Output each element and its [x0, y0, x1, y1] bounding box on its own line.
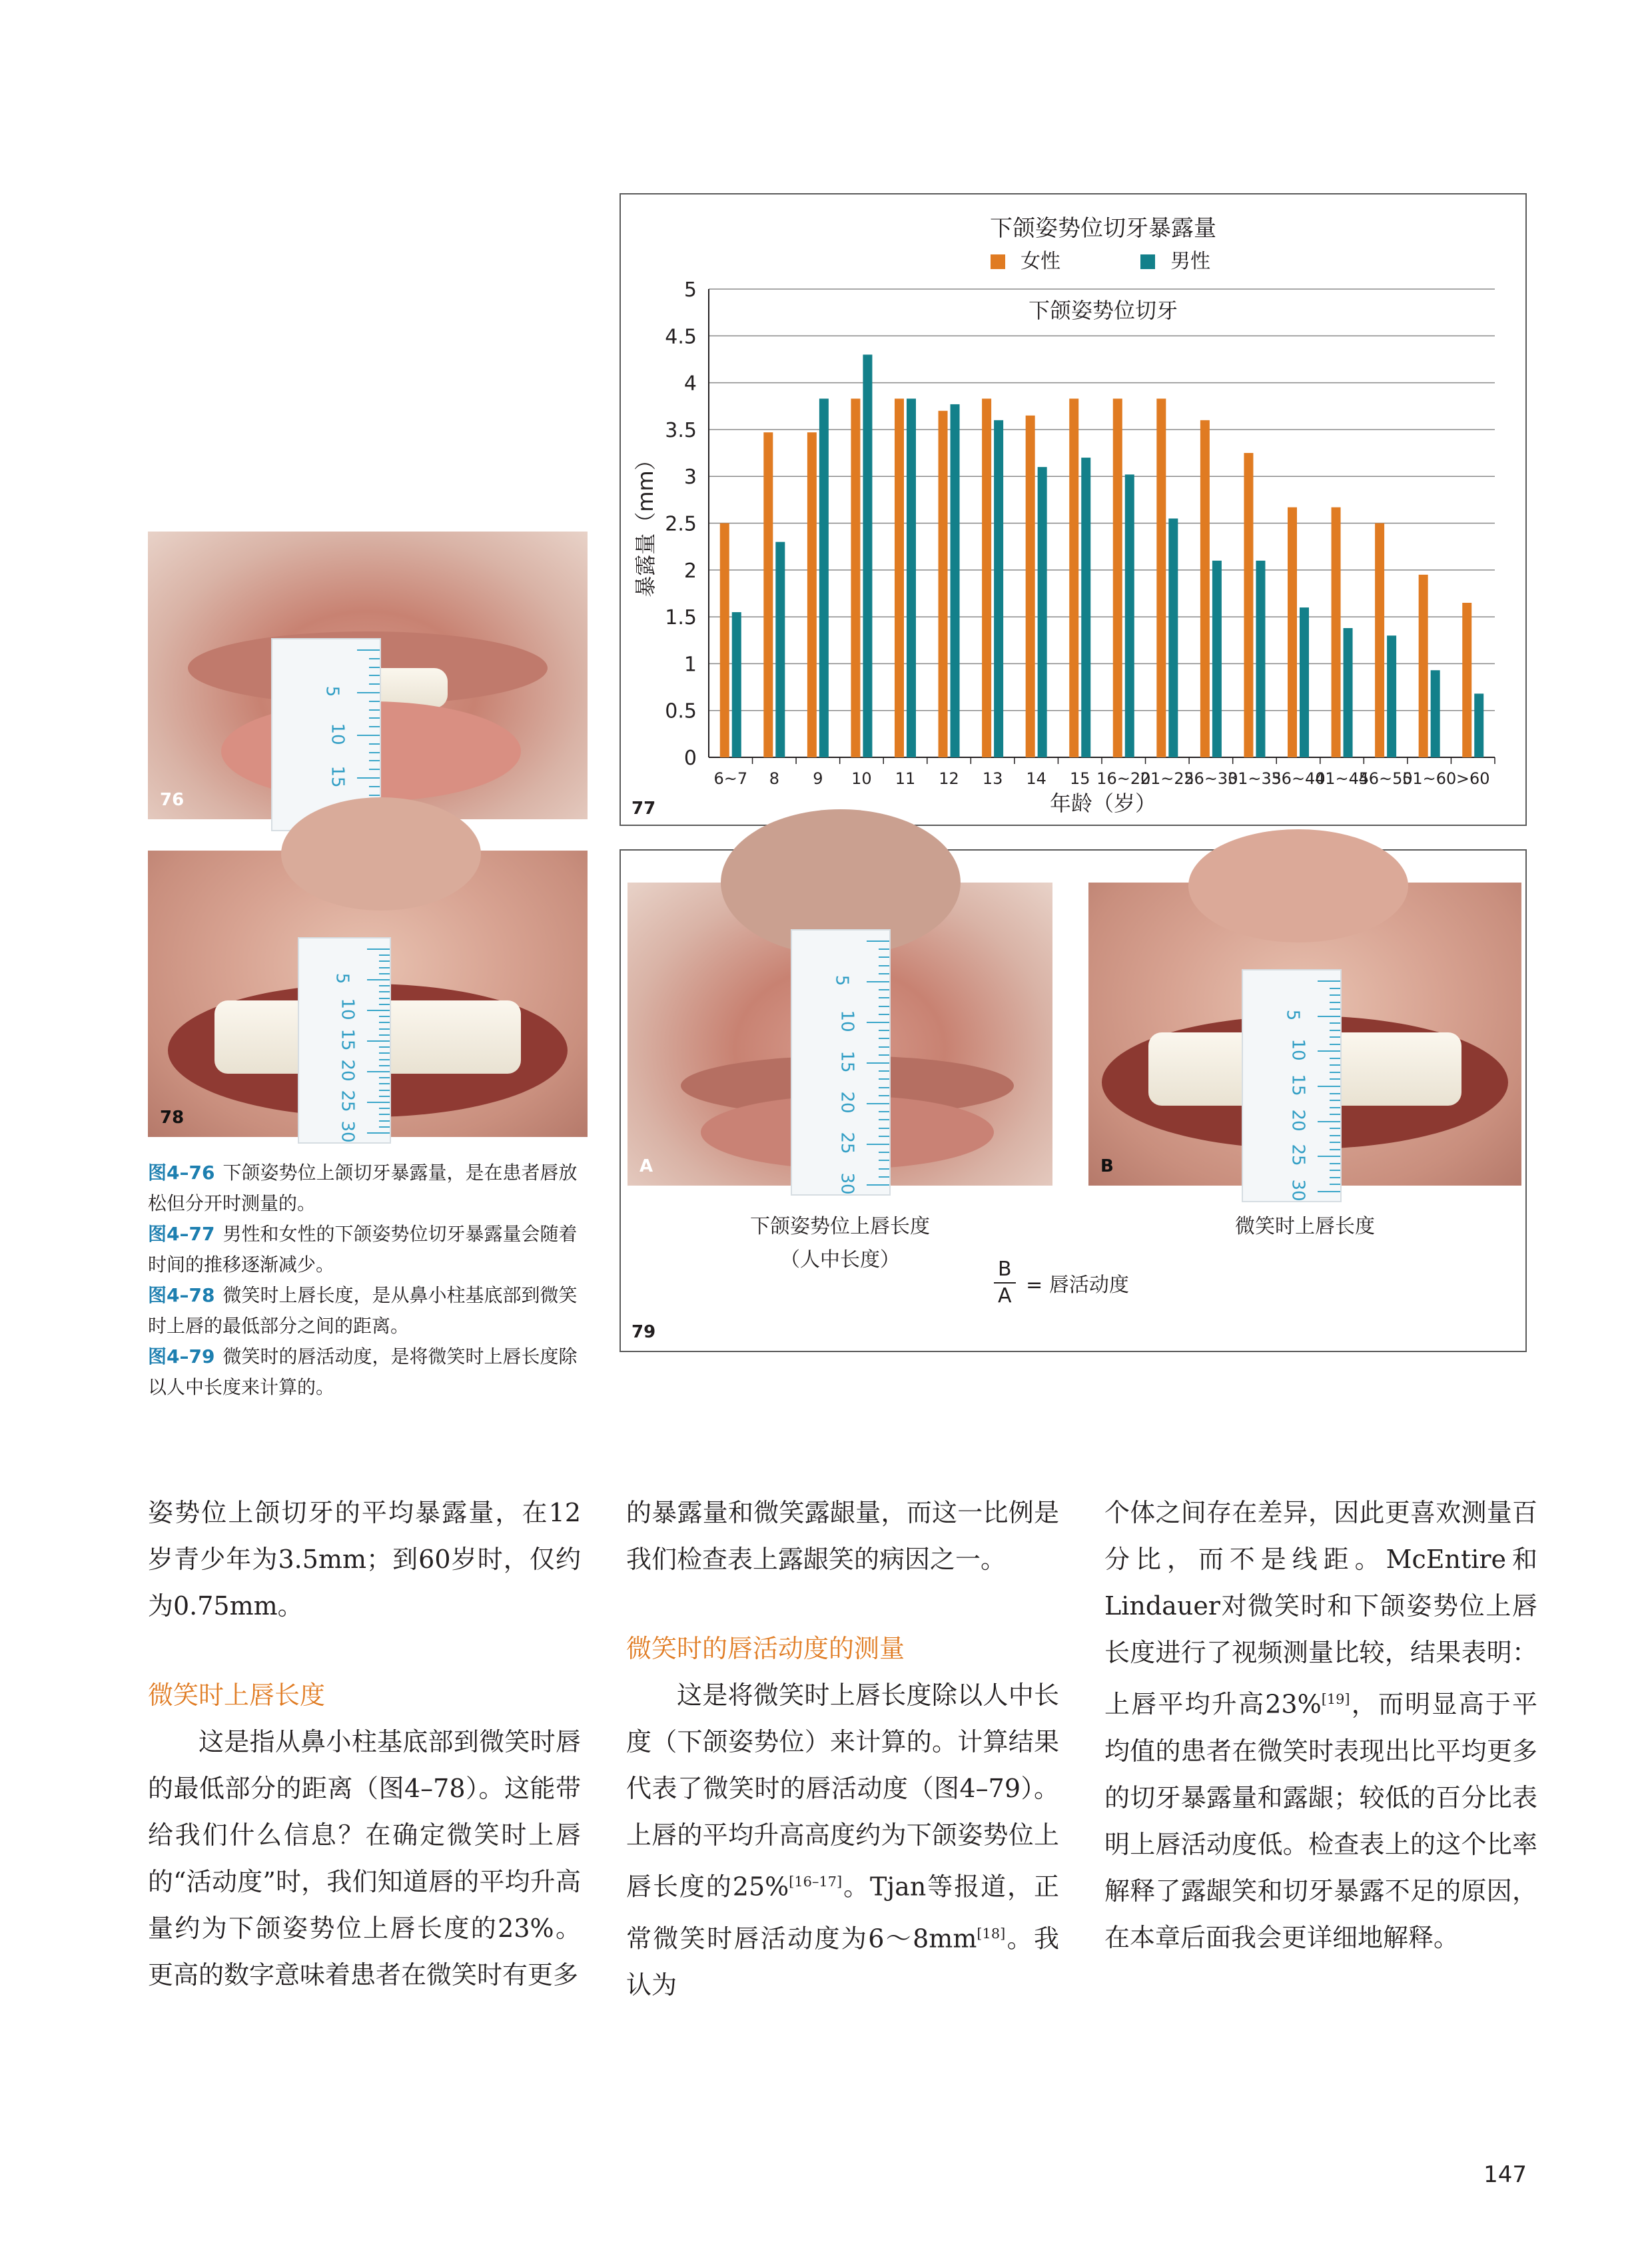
legend-label: 男性	[1170, 250, 1210, 273]
figure-label: A	[639, 1156, 653, 1176]
bar-female	[895, 399, 904, 757]
y-tick-label: 1	[683, 653, 697, 677]
bar-male	[907, 399, 916, 757]
figure-number: 77	[631, 799, 656, 819]
y-tick-label: 4.5	[665, 325, 697, 349]
fraction-numerator: B	[994, 1257, 1016, 1284]
y-tick-label: 1.5	[665, 606, 697, 630]
ruler-tick	[369, 726, 380, 727]
caption-4-79	[148, 1341, 588, 1403]
bar-female	[1156, 399, 1166, 757]
caption-text: 下颌姿势位上颌切牙暴露量，是在患者唇放松但分开时测量的。	[148, 1162, 578, 1214]
text-column-1	[148, 1489, 581, 1998]
x-tick-label: 10	[851, 769, 872, 788]
ruler-tick	[379, 1059, 390, 1060]
photo-fig76	[148, 532, 588, 819]
ruler-tick	[357, 692, 380, 693]
figure-label: B	[1100, 1156, 1114, 1176]
ruler	[791, 929, 891, 1196]
ruler-tick	[1330, 1149, 1340, 1150]
ruler-tick	[379, 1090, 390, 1091]
ruler-tick	[379, 1096, 390, 1097]
bar-female	[1375, 524, 1384, 758]
ruler-tick	[369, 795, 380, 796]
photo-fig79b	[1088, 883, 1521, 1202]
ruler-tick	[879, 1046, 889, 1048]
ruler-tick	[379, 1108, 390, 1109]
y-tick-label: 4	[683, 372, 697, 396]
ruler-tick	[1318, 1016, 1340, 1017]
x-tick-label: 16~20	[1096, 769, 1151, 788]
x-tick-label: 6~7	[713, 769, 748, 788]
ruler-number: 30	[337, 1120, 358, 1143]
paragraph: 这是指从鼻小柱基底部到微笑时唇的最低部分的距离（图4–78）。这能带给我们什么信息？在确定微笑时上唇的“活动度”时，我们知道唇的平均升高量约为下颌姿势位上唇长度的23%。更高的数字意味着患者在微笑时有更多	[148, 1727, 581, 1990]
caption-label: 图4–76	[148, 1162, 215, 1184]
ruler-tick	[379, 1046, 390, 1048]
ruler-tick	[379, 960, 390, 962]
ruler-tick	[1330, 988, 1340, 989]
x-tick-label: 12	[939, 769, 959, 788]
caption-text: 微笑时上唇长度，是从鼻小柱基底部到微笑时上唇的最低部分之间的距离。	[148, 1284, 578, 1337]
photo-fig79a	[627, 883, 1052, 1195]
bar-female	[1113, 399, 1122, 757]
bar-male	[1081, 458, 1090, 757]
ruler-tick	[1318, 1191, 1340, 1192]
ruler-tick	[879, 1030, 889, 1031]
paragraph: 的暴露量和微笑露龈量，而这一比例是我们检查表上露龈笑的病因之一。	[626, 1498, 1059, 1574]
ruler	[298, 937, 391, 1144]
bar-female	[763, 432, 773, 757]
figure-label: 78	[160, 1108, 185, 1128]
text-column-2	[626, 1489, 1059, 2008]
paragraph: 姿势位上颌切牙的平均暴露量，在12岁青少年为3.5mm；到60岁时，仅约为0.75mm。	[148, 1498, 581, 1621]
caption-text: 男性和女性的下颌姿势位切牙暴露量会随着时间的推移逐渐减少。	[148, 1223, 578, 1276]
bar-male	[1474, 693, 1483, 757]
bar-female	[1026, 416, 1035, 757]
bar-female	[851, 399, 860, 757]
ruler-tick	[1330, 1036, 1340, 1038]
ruler-tick	[867, 1062, 889, 1064]
ruler-tick	[1330, 1072, 1340, 1073]
y-tick-label: 2	[683, 559, 697, 583]
ruler-number: 10	[837, 1010, 857, 1032]
ruler-tick	[879, 1152, 889, 1153]
ruler-tick	[879, 1087, 889, 1088]
bar-male	[1344, 628, 1353, 757]
ruler-tick	[369, 683, 380, 685]
ruler-tick	[879, 997, 889, 998]
y-axis-label: 暴露量（mm）	[633, 449, 658, 597]
fraction-denominator: A	[998, 1284, 1012, 1308]
caption-4-78	[148, 1280, 588, 1341]
bar-male	[1431, 670, 1440, 757]
section-heading: 微笑时上唇长度	[148, 1681, 326, 1710]
ruler-tick	[867, 981, 889, 982]
y-tick-label: 0	[683, 747, 697, 770]
ruler-tick	[1330, 1107, 1340, 1108]
x-tick-label: 8	[769, 769, 779, 788]
ruler-tick	[879, 1078, 889, 1080]
ruler-tick	[867, 1022, 889, 1023]
caption-4-77	[148, 1219, 588, 1280]
ruler-tick	[379, 1028, 390, 1030]
ruler-number: 15	[337, 1028, 358, 1051]
ruler-tick	[1318, 1121, 1340, 1122]
page-number: 147	[1483, 2161, 1527, 2188]
ruler-tick	[879, 1111, 889, 1112]
citation: [19]	[1321, 1691, 1350, 1707]
label-a-line1: 下颌姿势位上唇长度	[750, 1215, 930, 1238]
ruler-tick	[879, 973, 889, 974]
text-run: 。Tjan等报道，正常微笑时唇活动度为6～8mm	[626, 1872, 1059, 1954]
ruler-number: 15	[327, 765, 348, 788]
ruler-tick	[879, 1128, 889, 1129]
ruler-tick	[379, 1034, 390, 1036]
ruler-tick	[1330, 1163, 1340, 1164]
ruler-tick	[867, 1184, 889, 1186]
ruler-number: 20	[837, 1091, 857, 1114]
figure-79	[620, 849, 1527, 1352]
bar-male	[1256, 561, 1265, 757]
ruler-tick	[879, 948, 889, 950]
figure-label: 76	[160, 790, 185, 810]
ruler-number: 20	[337, 1059, 358, 1082]
bar-male	[1300, 607, 1309, 757]
ruler-tick	[1330, 1008, 1340, 1010]
ruler-tick	[369, 752, 380, 753]
ruler-tick	[867, 940, 889, 942]
bar-female	[1200, 420, 1210, 757]
x-tick-label: 9	[813, 769, 823, 788]
ruler-tick	[369, 760, 380, 761]
ruler-tick	[1330, 1177, 1340, 1178]
text-run: 。我认为	[626, 1924, 1059, 2000]
ruler-tick	[879, 1054, 889, 1056]
ruler-tick	[379, 1052, 390, 1054]
ruler-tick	[1330, 1030, 1340, 1031]
y-tick-label: 5	[683, 278, 697, 302]
ratio-formula	[994, 1257, 1129, 1309]
ruler-tick	[379, 998, 390, 999]
ruler-tick	[1318, 1086, 1340, 1087]
bar-female	[1069, 399, 1078, 757]
ruler-tick	[879, 1038, 889, 1039]
ruler-number: 25	[837, 1132, 857, 1154]
ruler-tick	[369, 709, 380, 711]
bar-male	[863, 354, 872, 757]
nose	[281, 797, 481, 911]
chart-title: 下颌姿势位切牙暴露量	[990, 215, 1216, 242]
fraction-equals: = 唇活动度	[1026, 1274, 1129, 1297]
paragraph	[1104, 1489, 1537, 1961]
ruler-tick	[379, 1114, 390, 1115]
bar-female	[1288, 508, 1297, 757]
ruler-number: 30	[837, 1172, 857, 1195]
ruler-tick	[369, 675, 380, 676]
text-run: 个体之间存在差异，因此更喜欢测量百分比，而不是线距。McEntire和Lindauer对微笑时和下颌姿势位上唇长度进行了视频测量比较，结果表明：上唇平均升高23%	[1104, 1498, 1537, 1719]
ruler-tick	[879, 989, 889, 990]
ruler-tick	[879, 965, 889, 966]
ruler-tick	[879, 956, 889, 958]
ruler-tick	[879, 1119, 889, 1120]
x-tick-label: 31~35	[1227, 769, 1282, 788]
x-tick-label: 13	[982, 769, 1003, 788]
ruler-tick	[369, 769, 380, 770]
ruler-tick	[1330, 1184, 1340, 1185]
legend-swatch	[991, 254, 1005, 269]
ruler-tick	[1318, 1050, 1340, 1052]
text-run: 这是将微笑时上唇长度除以人中长度（下颌姿势位）来计算的。计算结果代表了微笑时的唇活动度（图4–79）。上唇的平均升高高度约为下颌姿势位上唇长度的25%	[626, 1681, 1059, 1902]
ruler-tick	[379, 1022, 390, 1023]
y-tick-label: 3	[683, 466, 697, 490]
ruler-number: 5	[322, 685, 342, 697]
text-column-3	[1104, 1489, 1537, 1961]
ruler-tick	[379, 1083, 390, 1084]
ruler-tick	[379, 1016, 390, 1017]
bar-female	[939, 411, 948, 757]
ruler-tick	[1330, 1142, 1340, 1143]
x-axis-label: 年龄（岁）	[1049, 791, 1157, 816]
ruler-tick	[379, 985, 390, 986]
ruler-number: 10	[327, 723, 348, 745]
nose	[1188, 829, 1408, 942]
citation: [18]	[977, 1925, 1006, 1942]
y-tick-label: 0.5	[665, 699, 697, 723]
ruler-number: 30	[1288, 1179, 1308, 1202]
ruler	[1242, 969, 1342, 1202]
ruler-tick	[367, 1010, 390, 1011]
chart-subtitle: 下颌姿势位切牙	[1028, 298, 1178, 323]
label-a	[627, 1210, 1052, 1277]
ruler-tick	[369, 743, 380, 745]
ruler-tick	[1330, 1100, 1340, 1101]
ruler-number: 5	[332, 972, 352, 984]
ruler-tick	[879, 1095, 889, 1096]
ruler-tick	[1330, 1044, 1340, 1045]
photo-fig78	[148, 851, 588, 1143]
x-tick-label: >60	[1455, 769, 1490, 788]
bar-male	[819, 399, 829, 757]
ruler-tick	[879, 1168, 889, 1170]
caption-label: 图4–78	[148, 1284, 215, 1306]
bar-female	[720, 524, 729, 758]
ruler-tick	[379, 1120, 390, 1122]
ruler-tick	[1330, 1128, 1340, 1129]
ruler-tick	[879, 1176, 889, 1178]
ruler-tick	[379, 973, 390, 974]
bar-female	[1462, 603, 1471, 757]
ruler-number: 10	[1288, 1038, 1308, 1061]
ruler-tick	[879, 1006, 889, 1007]
bar-chart	[621, 194, 1525, 825]
bar-female	[1419, 575, 1428, 757]
bar-male	[775, 542, 785, 757]
ruler-tick	[379, 1077, 390, 1078]
ruler-tick	[379, 1004, 390, 1005]
bar-male	[994, 420, 1003, 757]
bar-female	[982, 399, 991, 757]
x-tick-label: 26~30	[1184, 769, 1238, 788]
ruler-tick	[867, 1103, 889, 1104]
caption-label: 图4–79	[148, 1345, 215, 1367]
ruler-tick	[1318, 980, 1340, 982]
ruler-tick	[1330, 1093, 1340, 1094]
ruler-number: 20	[1288, 1109, 1308, 1132]
bar-male	[951, 404, 960, 757]
ruler-tick	[357, 649, 380, 651]
ruler-tick	[367, 1102, 390, 1103]
y-tick-label: 2.5	[665, 512, 697, 536]
bar-male	[1038, 467, 1047, 757]
ruler-tick	[879, 1136, 889, 1137]
ruler-tick	[379, 1126, 390, 1128]
ruler-tick	[367, 979, 390, 980]
bar-male	[1387, 635, 1396, 757]
x-tick-label: 21~25	[1140, 769, 1194, 788]
ruler-number: 25	[1288, 1144, 1308, 1166]
ruler-tick	[1330, 994, 1340, 996]
chart-figure-77	[620, 193, 1527, 826]
caption-label: 图4–77	[148, 1223, 215, 1245]
ruler-tick	[1330, 1022, 1340, 1024]
label-a-line2: （人中长度）	[780, 1248, 900, 1272]
legend-swatch	[1140, 254, 1155, 269]
bar-male	[1212, 561, 1222, 757]
ruler-tick	[369, 786, 380, 787]
ruler-tick	[1330, 1002, 1340, 1003]
citation: [16–17]	[789, 1874, 843, 1890]
ruler-tick	[867, 1144, 889, 1145]
ruler-number: 5	[831, 974, 852, 986]
x-tick-label: 36~40	[1271, 769, 1326, 788]
legend-label: 女性	[1021, 250, 1060, 273]
y-tick-label: 3.5	[665, 418, 697, 442]
bar-male	[732, 612, 741, 757]
ruler-tick	[367, 1040, 390, 1042]
ruler-tick	[1318, 1156, 1340, 1157]
bar-female	[807, 432, 817, 757]
x-tick-label: 41~45	[1314, 769, 1370, 788]
ruler-tick	[1330, 1058, 1340, 1059]
section-heading: 微笑时的唇活动度的测量	[626, 1634, 905, 1663]
ruler-tick	[1330, 1078, 1340, 1080]
ruler-tick	[1330, 1114, 1340, 1115]
ruler-number: 10	[337, 998, 358, 1020]
x-tick-label: 51~60	[1402, 769, 1457, 788]
ruler-tick	[357, 735, 380, 736]
ruler-tick	[367, 1132, 390, 1134]
bar-female	[1332, 508, 1341, 757]
x-tick-label: 11	[895, 769, 916, 788]
ruler-number: 5	[1282, 1009, 1303, 1020]
ruler-tick	[1330, 1064, 1340, 1066]
caption-text: 微笑时的唇活动度，是将微笑时上唇长度除以人中长度来计算的。	[148, 1345, 578, 1398]
ruler-tick	[379, 991, 390, 992]
ruler-tick	[879, 1160, 889, 1161]
label-b: 微笑时上唇长度	[1235, 1215, 1375, 1238]
ruler-tick	[1330, 1135, 1340, 1136]
ruler-number: 25	[337, 1090, 358, 1112]
ruler-number: 15	[1288, 1074, 1308, 1096]
captions	[148, 1158, 588, 1403]
x-tick-label: 14	[1026, 769, 1046, 788]
ruler-tick	[367, 948, 390, 950]
figure-number: 79	[631, 1322, 656, 1342]
ruler-tick	[379, 967, 390, 968]
text-run: ，而明显高于平均值的患者在微笑时表现出比平均更多的切牙暴露量和露龈；较低的百分比表明上唇活动度低。检查表上的这个比率解释了露龈笑和切牙暴露不足的原因，在本章后面我会更详细地解释。	[1104, 1689, 1537, 1952]
paragraph	[626, 1672, 1059, 2008]
ruler-tick	[1330, 1170, 1340, 1171]
bar-male	[1168, 518, 1178, 757]
ruler-number: 15	[837, 1050, 857, 1073]
ruler-tick	[379, 1065, 390, 1066]
ruler-tick	[879, 1014, 889, 1015]
x-tick-label: 46~50	[1358, 769, 1413, 788]
caption-4-76	[148, 1158, 588, 1219]
ruler-tick	[379, 954, 390, 956]
ruler-tick	[369, 701, 380, 702]
ruler-tick	[369, 717, 380, 719]
x-tick-label: 15	[1069, 769, 1090, 788]
ruler-tick	[357, 777, 380, 779]
ruler-tick	[367, 1071, 390, 1072]
ruler-tick	[879, 1070, 889, 1072]
bar-male	[1125, 474, 1134, 757]
bar-female	[1244, 453, 1253, 757]
ruler-tick	[369, 658, 380, 659]
ruler-tick	[369, 667, 380, 668]
